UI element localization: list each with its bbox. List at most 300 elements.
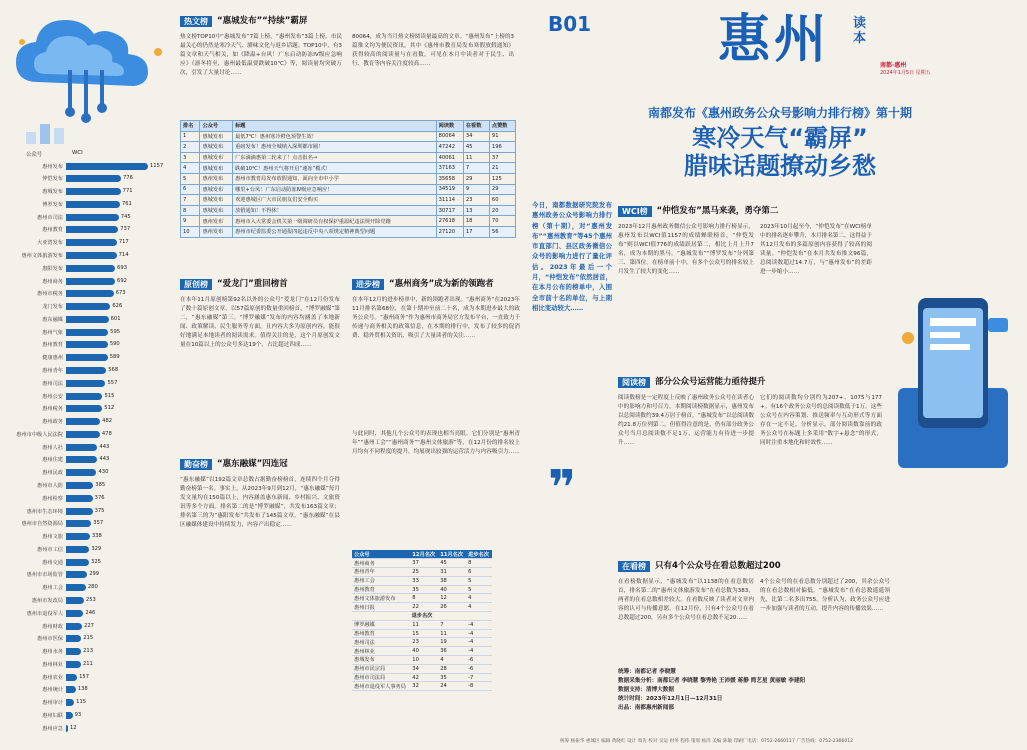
hot-body-right: 80064，成为当月热文榜阅读量最高的文章。“惠州发布”上榜的3篇推文均为便民资讯，其中《惠州市教育局发布寒假放假通知》获得较高的阅读量与在看数，可见在本月中读者对于民生、出行、教育等内容关注度较高…… [352, 34, 514, 67]
wci-tag: WCI榜 [618, 206, 652, 217]
table-cell: 34519 [436, 184, 463, 195]
bar-value-label: 568 [108, 366, 119, 373]
table-cell: 15 [410, 629, 438, 638]
bar-value-label: 115 [76, 699, 87, 706]
table-cell: -7 [466, 673, 492, 682]
table-cell: 29 [489, 184, 515, 195]
bar-value-label: 299 [89, 571, 100, 578]
table-cell: 12 [438, 594, 466, 603]
yuan-title: “爱龙门”重回榜首 [217, 278, 288, 289]
table-row [352, 559, 492, 568]
rank-header-cell: 公众号 [200, 121, 233, 132]
qinfen-section [180, 458, 340, 733]
table-row [352, 603, 492, 612]
bar-value-label: 357 [93, 520, 104, 527]
bar-category-label: 惠州教育 [42, 227, 63, 234]
bar-category-label: 惠州公安 [42, 393, 63, 400]
bar [66, 699, 87, 706]
bar [66, 443, 110, 451]
bar-value-label: 213 [83, 648, 93, 655]
table-cell: 5 [466, 576, 492, 585]
bar-category-label: 惠州市退役军人 [26, 610, 63, 617]
table-cell: 31114 [436, 195, 463, 206]
jinbu-body-2: 与此同时，其他几个公众号的表现也相当亮眼。它们分别是“惠州青年”“惠州工会”“惠州商务”“惠州文体旅游”等，在12月份的排名较上月均有不同程度的提升，均展现出较强的运营活力与内容吸引力…… [352, 431, 520, 455]
bar-value-label: 227 [84, 622, 94, 629]
quote-mark: ❞ [548, 460, 577, 516]
table-cell: 惠州文体旅游发布 [352, 594, 410, 603]
bar-value-label: 12 [70, 724, 77, 731]
table-row [352, 664, 492, 673]
progress-divider: 退步名次 [352, 612, 492, 621]
bar-value-label: 443 [99, 456, 110, 463]
bar [66, 418, 113, 425]
footer-line: 统筹 杨振华 惠城区 编辑 黄晓红 设计 周先 校对 吴运 财务 程伟 策划 杨洋 美编 陈敏 印刷厂电话：0752-2660117 广告热线：0752-2366012 [560, 739, 854, 744]
bar-row [2, 494, 105, 502]
bar-row [2, 533, 102, 541]
bar-row [2, 622, 94, 630]
bar [66, 494, 105, 502]
kanzai-title: 只有4个公众号在看总数超过200 [655, 560, 781, 571]
table-cell: 28 [438, 664, 466, 673]
bar [66, 622, 94, 630]
table-cell: 惠州工会 [352, 576, 410, 585]
bar-category-label: 惠州市发改局 [31, 597, 63, 604]
table-row [181, 205, 516, 216]
rank-header-cell: 在看数 [463, 121, 489, 132]
table-cell: 60 [489, 195, 515, 206]
table-cell: 33 [410, 576, 438, 585]
bar [66, 507, 105, 515]
table-cell: 47242 [436, 142, 463, 153]
table-cell: 45 [463, 142, 489, 153]
table-cell: 40 [438, 585, 466, 594]
bar [66, 213, 131, 221]
bar [66, 711, 82, 719]
jinbu-section [352, 278, 520, 738]
bar-row [2, 162, 164, 170]
bar-category-label: 惠东融媒 [42, 316, 63, 323]
read-body-right: 它们的阅读数均分别约为207+、1075与177+。有16个政务公众号的总阅读数低于1万。这些公众号在内容策划、推送频率与互动形式等方面存在一定不足。分析显示，部分阅读数靠前的政务公众号在标题上多采用“数字+悬念”的形式，同时注重本地化和时效性…… [760, 395, 882, 446]
bar-category-label: 惠州民政 [42, 470, 63, 477]
table-cell: 惠州市退役军人事务局 [352, 682, 410, 691]
bar [66, 392, 115, 400]
wci-title: “仲恺发布”黑马来袭，勇夺第二 [656, 205, 779, 216]
bar-row [2, 239, 129, 247]
bar-row [2, 392, 115, 400]
jinbu-body: 在本年12月的进步榜单中，新的领跑者出现。“惠州商务”在2023年11月排名第68位，在第十期冲至前二十名，成为本期进步最大的政务公众号。“惠州商务”作为惠州市商务局官方发布平台，一直致力于传递与商务相关的政策信息，在本期的排行中，发布了较多的促消费、稳外贸相关资讯，吸引了大量读者的关注…… [352, 297, 520, 339]
bar [66, 724, 77, 732]
table-cell: -6 [466, 664, 492, 673]
table-cell: 惠城发布 [200, 152, 233, 163]
rank-header-cell: 点赞数 [489, 121, 515, 132]
bar [66, 315, 121, 323]
bar-category-label: 惠州市市场监管 [26, 572, 63, 579]
rank-header-cell: 阅读数 [436, 121, 463, 132]
progress-table [352, 550, 492, 691]
bar-row [2, 213, 131, 221]
table-cell: 惠州教育 [352, 629, 410, 638]
table-cell: 欢迎惠城区广大市民朋友们安全购买 [233, 195, 436, 206]
hot-tag: 热文榜 [180, 16, 212, 27]
bar [66, 290, 126, 297]
qinfen-title: “惠东融媒”四连冠 [217, 458, 288, 469]
bar-row [2, 609, 96, 617]
bar-row [2, 200, 132, 208]
bar-row [2, 175, 133, 183]
bar-value-label: 745 [120, 213, 131, 220]
headline-line2: 腊味话题撩动乡愁 [684, 152, 876, 180]
table-cell: 21 [489, 163, 515, 174]
progress-header-cell: 12月名次 [410, 550, 438, 559]
bar-value-label: 157 [79, 673, 90, 680]
bar-row [2, 456, 110, 464]
credit-line: 数据采集分析：南都记者 李晓慧 黎秀艳 王沛媛 蒋静 简艺星 黄丽敏 李建阳 [618, 678, 806, 684]
read-section [618, 376, 1018, 546]
bar-value-label: 601 [110, 315, 121, 322]
bar-value-label: 761 [121, 200, 132, 207]
masthead-paper: 南都·惠州 [880, 62, 907, 69]
table-cell: 7 [438, 620, 466, 629]
table-cell: 惠州市入大常委会机关第一级调研员有权保护重温纪违法规开除党籍 [233, 216, 436, 227]
read-body-left: 阅读数榜是一定程度上反映了惠州政务公众号在读者心中的影响力和号召力。本期阅读榜数据显示，惠州发布以总阅读数约39.4万居于榜首，“惠城发布”以总阅读数约21.8万位列第二。但值得注意的是，仍有部分政务公众号当月总阅读数不足1万，运营能力有待进一步提升…… [618, 395, 754, 446]
bar-category-label: 健康惠州 [42, 355, 63, 362]
table-cell: -4 [466, 638, 492, 647]
bar-category-label: 惠州住建 [42, 457, 63, 464]
table-cell: 30717 [436, 205, 463, 216]
table-cell: 惠州教育 [352, 585, 410, 594]
table-cell: 11 [438, 629, 466, 638]
bar-row [2, 635, 94, 643]
table-cell: 10 [410, 656, 438, 665]
yuan-section [180, 278, 340, 438]
table-row [352, 647, 492, 656]
table-cell: 37163 [436, 163, 463, 174]
bar [66, 520, 104, 527]
bar-category-label: 惠州市医保 [37, 636, 63, 643]
wci-body-right: 2023年10月起至今，“仲恺发布”在WCI榜单中的排名逐步攀升，本月排名第二，这得益于其12月发布的多篇原创内容获得了较高的阅读量。“仲恺发布”在本月共发布推文96篇，总阅读数超过14.7万，与“惠州发布”的差距进一步缩小…… [760, 224, 872, 275]
bar-value-label: 215 [83, 635, 94, 642]
table-row [181, 226, 516, 237]
table-cell: -6 [466, 656, 492, 665]
chart-y-axis-label: 公众号 [26, 152, 43, 158]
table-row [352, 585, 492, 594]
bar [66, 251, 129, 259]
table-cell: 惠州日报 [352, 603, 410, 612]
table-cell: 8 [181, 205, 200, 216]
table-cell: 5 [466, 585, 492, 594]
bar [66, 686, 88, 693]
bar-value-label: 776 [122, 175, 133, 182]
bar-value-label: 385 [95, 481, 106, 488]
table-cell: 惠城发布 [200, 142, 233, 153]
bar-category-label: 仲恺发布 [42, 176, 63, 183]
bar-value-label: 673 [115, 290, 126, 297]
table-cell: 22 [410, 603, 438, 612]
bar-row [2, 405, 115, 413]
credits [618, 668, 918, 713]
table-cell: 29 [463, 173, 489, 184]
table-cell: 7 [463, 163, 489, 174]
bar [66, 571, 100, 578]
bar-value-label: 515 [104, 392, 115, 399]
bar-category-label: 惠州市司法 [37, 214, 63, 221]
credit-line: 统计时间：2023年12月1日—12月31日 [618, 696, 723, 702]
bar [66, 533, 102, 540]
table-cell: 放假通知！不得休！ [233, 205, 436, 216]
bar [66, 277, 127, 285]
table-cell: 36 [438, 647, 466, 656]
table-cell: 10 [181, 226, 200, 237]
cloud-illustration [8, 12, 176, 152]
bar-value-label: 482 [102, 418, 113, 425]
bar [66, 558, 101, 566]
bar-row [2, 520, 104, 528]
bar [66, 584, 98, 591]
bar-category-label: 惠州市中级人民法院 [16, 431, 63, 438]
bar [66, 648, 93, 655]
bar [66, 328, 121, 336]
bar-row [2, 507, 105, 515]
bar-row [2, 251, 129, 259]
table-cell: 27120 [436, 226, 463, 237]
table-cell: 23 [410, 638, 438, 647]
bar-value-label: 737 [120, 226, 131, 233]
bar-row [2, 303, 123, 311]
table-cell: 惠州市司法局 [352, 673, 410, 682]
bar-value-label: 338 [91, 533, 102, 540]
bar-category-label: 大亚湾发布 [37, 240, 63, 247]
credit-line: 出品：南都惠州新闻部 [618, 705, 674, 711]
rank-header-cell: 标题 [233, 121, 436, 132]
table-row [181, 216, 516, 227]
hot-section [180, 15, 520, 245]
table-cell: 196 [489, 142, 515, 153]
hot-body-left: 热文榜TOP10中“惠城发布”7篇上榜，“惠州发布”3篇上榜。市民最关心的仍然是寒冷天气、腊味文化与返乡话题。TOP10中，有3篇文章和天气相关，如《降温+台风！广东启动防冻IV级应急响应》《凛冬将至，惠州最低温要跌破10℃》等，阅读量均突破万次，引发了大量讨论…… [180, 34, 342, 76]
bar-row [2, 430, 112, 438]
table-cell: 27618 [436, 216, 463, 227]
table-cell: 26 [438, 603, 466, 612]
bar-row [2, 379, 118, 387]
bar [66, 456, 110, 463]
table-cell: 125 [489, 173, 515, 184]
bar-category-label: 惠州青年 [42, 367, 63, 374]
kanzai-section [618, 560, 1018, 660]
table-cell: 91 [489, 131, 515, 142]
bar-category-label: 惠州交通 [42, 559, 63, 566]
bar-value-label: 376 [94, 494, 105, 501]
table-cell: 惠州发布 [200, 226, 233, 237]
bar-category-label: 惠城发布 [42, 189, 63, 196]
bar-category-label: 惠州妇联 [42, 712, 63, 719]
yuan-tag: 原创榜 [180, 279, 212, 290]
bar-row [2, 469, 109, 477]
table-cell: 11 [410, 620, 438, 629]
table-cell: 广东滴滴惠第二轮来了！点击报名→ [233, 152, 436, 163]
bar [66, 162, 164, 170]
kanzai-body-right: 4个公众号的在看总数分别超过了200，其余公众号的在看总数相对偏低。“惠城发布”在看总数遥遥领先，比第二名多出755。分析认为，政务公众号应进一步加强与读者的互动，提升内容的传播效果…… [760, 579, 890, 612]
rank-header-cell: 排名 [181, 121, 200, 132]
table-cell: 32 [410, 682, 438, 691]
table-cell: 6 [466, 568, 492, 577]
table-cell: 40061 [436, 152, 463, 163]
bar-row [2, 558, 101, 566]
table-cell: 惠州商务 [352, 559, 410, 568]
bar [66, 239, 129, 246]
table-cell: 9 [181, 216, 200, 227]
kanzai-tag: 在看榜 [618, 561, 650, 572]
table-row [181, 184, 516, 195]
jinbu-title: “惠州商务”成为新的领跑者 [389, 278, 494, 289]
table-row [352, 594, 492, 603]
bar-category-label: 惠州林业 [42, 661, 63, 668]
table-cell: 4 [181, 163, 200, 174]
bar [66, 264, 128, 272]
headline-line1: 寒冷天气“霸屏” [692, 124, 868, 152]
bar-category-label: 惠州税务 [42, 406, 63, 413]
table-row [352, 576, 492, 585]
bar [66, 469, 109, 476]
table-cell: 38 [438, 576, 466, 585]
bar-category-label: 惠州市工信 [37, 546, 63, 553]
bar-row [2, 545, 102, 553]
table-cell: 惠州市民宗局 [352, 664, 410, 673]
bar-category-label: 惠州商务 [42, 278, 63, 285]
bar-row [2, 290, 126, 298]
bar [66, 545, 102, 553]
bar-value-label: 138 [77, 686, 88, 693]
bar-category-label: 龙门发布 [42, 304, 63, 311]
bar-row [2, 341, 120, 349]
bar [66, 175, 133, 182]
bar-category-label: 惠阳发布 [42, 265, 63, 272]
bar [66, 226, 131, 233]
bar-value-label: 375 [94, 507, 105, 514]
credit-line: 统筹：南都记者 李晓慧 [618, 669, 676, 675]
table-row [181, 163, 516, 174]
table-cell: -4 [466, 620, 492, 629]
table-cell: 最低7℃！惠州寒冷橙色预警生效！ [233, 131, 436, 142]
table-cell: 惠城发布 [200, 205, 233, 216]
bar-value-label: 246 [85, 609, 96, 616]
bar-row [2, 328, 121, 336]
bar-category-label: 惠州农业 [42, 674, 63, 681]
bar-value-label: 329 [91, 545, 102, 552]
table-cell: 34 [463, 131, 489, 142]
table-row [352, 568, 492, 577]
bar-row [2, 724, 77, 732]
bar [66, 596, 96, 604]
bar-value-label: 478 [101, 430, 112, 437]
table-cell: 6 [181, 184, 200, 195]
bar [66, 481, 106, 489]
bar-row [2, 660, 93, 668]
table-cell: 重磅发布！惠州全城纳入深圳都市圈！ [233, 142, 436, 153]
table-cell: 70 [489, 216, 515, 227]
table-cell: 35658 [436, 173, 463, 184]
table-cell: 1 [181, 131, 200, 142]
table-cell: -4 [466, 629, 492, 638]
credit-line: 数据支持：清博大数据 [618, 687, 674, 693]
bar-category-label: 惠州文体旅游发布 [21, 252, 63, 259]
progress-header-cell: 进步名次 [466, 550, 492, 559]
table-cell: 惠城发布 [200, 131, 233, 142]
table-cell: 25 [410, 568, 438, 577]
bar-category-label: 惠州财政 [42, 623, 63, 630]
bar-category-label: 博罗发布 [42, 201, 63, 208]
bar-category-label: 惠州统计 [42, 687, 63, 694]
bar-category-label: 惠州审计 [42, 700, 63, 707]
bar [66, 379, 118, 387]
bar-value-label: 430 [98, 469, 109, 476]
table-row [352, 673, 492, 682]
bar-value-label: 590 [109, 341, 120, 348]
bar-row [2, 366, 119, 374]
table-cell: 19 [438, 638, 466, 647]
bar-row [2, 443, 110, 451]
table-cell: 惠城发布 [200, 195, 233, 206]
table-cell: 13 [463, 205, 489, 216]
bar-category-label: 惠州教育 [42, 342, 63, 349]
bar [66, 341, 120, 348]
page-number: B01 [548, 12, 592, 36]
bar-value-label: 771 [122, 188, 133, 195]
bar-value-label: 626 [112, 303, 123, 310]
bar-value-label: 253 [85, 596, 96, 603]
bar-value-label: 693 [117, 264, 128, 271]
bar [66, 188, 133, 195]
table-cell: 31 [438, 568, 466, 577]
table-cell: 惠城发布 [200, 163, 233, 174]
table-cell: 24 [438, 682, 466, 691]
bar [66, 609, 96, 617]
table-cell: 23 [463, 195, 489, 206]
bar-category-label: 惠州市人防 [37, 482, 63, 489]
table-row [352, 682, 492, 691]
table-cell: 34 [410, 664, 438, 673]
bar-row [2, 277, 127, 285]
bar-category-label: 惠州市自然资源局 [21, 521, 63, 528]
bar-value-label: 717 [118, 239, 129, 246]
table-cell: 惠州市纪委监委公开通报四起违反中央八项规定精神典型问题 [233, 226, 436, 237]
table-cell: 56 [489, 226, 515, 237]
bar-row [2, 699, 87, 707]
bar-value-label: 325 [91, 558, 101, 565]
table-row [181, 131, 516, 142]
bar [66, 354, 120, 361]
bar-row [2, 648, 93, 656]
table-row [352, 629, 492, 638]
table-cell: 42 [410, 673, 438, 682]
table-cell: 惠州青年 [352, 568, 410, 577]
table-cell: 18 [463, 216, 489, 227]
wci-body-left: 2023年12月惠州政务微信公众号影响力排行榜显示，惠州发布以WCI值1157的成绩蝉联榜首，“仲恺发布”则以WCI值776的成绩跃居第二，相比上月上升7名，成为本期的黑马。“惠城发布”“博罗发布”分列第三、第四位。在榜单前十中，有多个公众号的排名较上月发生了较大的变化…… [618, 224, 754, 275]
bar-row [2, 596, 96, 604]
bar [66, 303, 123, 310]
bar-category-label: 惠州水务 [42, 649, 63, 656]
table-cell: 惠州发布 [200, 173, 233, 184]
bar-row [2, 264, 128, 272]
table-cell: 惠州发布 [200, 216, 233, 227]
table-row [352, 620, 492, 629]
bar-row [2, 571, 100, 579]
table-cell: 5 [181, 173, 200, 184]
wci-bar-chart [2, 150, 174, 740]
table-cell: 8 [466, 559, 492, 568]
table-cell: 7 [181, 195, 200, 206]
bar-value-label: 512 [104, 405, 115, 412]
bar-value-label: 211 [82, 660, 93, 667]
bar-row [2, 584, 98, 592]
